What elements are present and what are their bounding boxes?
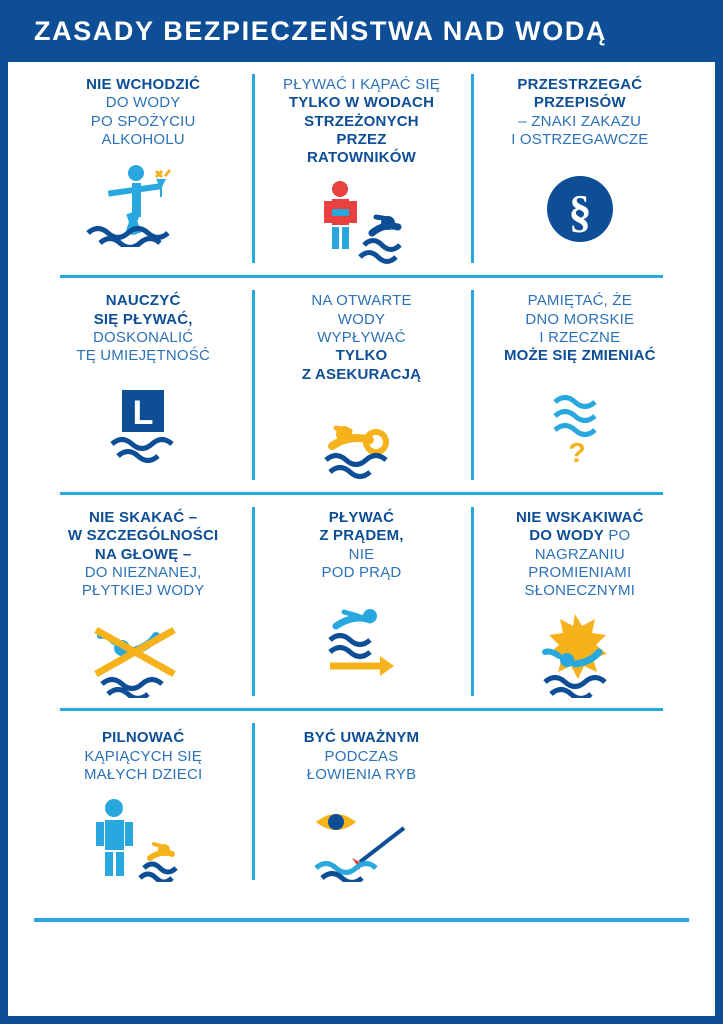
rule-no-jump-when-hot-line-3: PROMIENIAMI <box>528 563 632 581</box>
rule-learn-swim <box>34 278 252 491</box>
rule-guarded-waters-line-3: PRZEZ <box>336 130 387 148</box>
rule-guarded-waters-line-4: RATOWNIKÓW <box>307 149 416 167</box>
rules-row-1 <box>34 62 689 275</box>
rules-row-3 <box>34 495 689 708</box>
rule-no-diving-head-line-1: W SZCZEGÓLNOŚCI <box>67 527 219 545</box>
poster-header <box>8 0 715 62</box>
rule-alcohol-line-0: NIE WCHODZIĆ <box>86 76 201 93</box>
rule-no-diving-head-line-0: NIE SKAKAĆ – <box>89 508 198 526</box>
bottom-rule <box>34 918 689 922</box>
rule-regulations-caption <box>511 76 648 149</box>
adult-watching-child-icon <box>68 796 218 882</box>
rule-learn-swim-line-0: NAUCZYĆ <box>105 292 181 310</box>
rule-open-water-belay-line-4: Z ASEKURACJĄ <box>301 365 422 383</box>
lifeguard-swimmer-icon <box>296 179 426 265</box>
rule-alcohol-caption <box>86 76 200 149</box>
svg-text:L: L <box>132 393 154 432</box>
rule-no-diving-head <box>34 495 252 708</box>
rule-changing-bottom-line-3: MOŻE SIĘ ZMIENIAĆ <box>503 347 656 365</box>
rule-no-jump-when-hot-line-1-tail: PO <box>603 527 631 545</box>
rule-watch-children-line-1: KĄPIĄCYCH SIĘ <box>84 747 202 765</box>
rule-changing-bottom-line-0: PAMIĘTAĆ, ŻE <box>527 292 632 310</box>
person-drinking-alcohol-icon <box>78 161 208 247</box>
no-head-first-jump-icon <box>78 612 208 698</box>
rules-row-4-empty <box>471 711 689 892</box>
rule-learn-swim-line-2: DOSKONALIĆ <box>92 329 194 347</box>
rule-no-jump-when-hot <box>471 495 689 708</box>
rule-guarded-waters-line-2: STRZEŻONYCH <box>304 112 419 130</box>
rule-guarded-waters-line-1: TYLKO W WODACH <box>288 94 435 112</box>
rule-changing-bottom-line-2: I RZECZNE <box>539 329 621 347</box>
rule-open-water-belay-line-0: NA OTWARTE <box>311 292 412 310</box>
rule-learn-swim-line-1: SIĘ PŁYWAĆ, <box>93 310 193 328</box>
rule-careful-fishing <box>252 711 470 892</box>
rule-no-jump-when-hot-line-1: DO WODY <box>529 527 604 545</box>
rule-no-diving-head-line-3: DO NIEZNANEJ, <box>84 563 202 581</box>
rule-watch-children-caption <box>84 729 202 784</box>
rule-alcohol-line-3: ALKOHOLU <box>101 130 185 148</box>
rule-careful-fishing-line-1: PODCZAS <box>324 747 399 765</box>
rule-open-water-belay <box>252 278 470 491</box>
rule-regulations <box>471 62 689 275</box>
rules-row-4 <box>34 711 689 892</box>
rule-swim-with-current-caption <box>319 509 403 582</box>
page-title: ZASADY BEZPIECZEŃSTWA NAD WODĄ <box>34 15 608 46</box>
poster-content <box>8 62 715 918</box>
rule-no-diving-head-line-4: PŁYTKIEJ WODY <box>81 582 205 600</box>
rule-watch-children-line-0: PILNOWAĆ <box>101 729 185 747</box>
svg-text:§: § <box>568 186 592 238</box>
rule-careful-fishing-line-0: BYĆ UWAŻNYM <box>303 729 420 747</box>
eye-fishing-rod-icon <box>286 796 436 882</box>
rule-guarded-waters <box>252 62 470 275</box>
rule-no-diving-head-line-2: NA GŁOWĘ – <box>94 545 192 563</box>
rule-learn-swim-line-3: TĘ UMIEJĘTNOŚĆ <box>76 347 210 365</box>
rule-alcohol <box>34 62 252 275</box>
rule-regulations-line-0: PRZESTRZEGAĆ <box>517 76 643 93</box>
rule-no-jump-when-hot-line-2: NAGRZANIU <box>534 545 625 563</box>
bottom-spacer <box>34 892 689 918</box>
rule-careful-fishing-line-2: ŁOWIENIA RYB <box>306 766 417 784</box>
rule-swim-with-current-line-3: POD PRĄD <box>321 563 402 581</box>
rule-regulations-line-2: – ZNAKI ZAKAZU <box>518 112 642 130</box>
rule-changing-bottom <box>471 278 689 491</box>
rule-regulations-line-1: PRZEPISÓW <box>533 94 626 112</box>
waves-question-mark-icon <box>515 378 645 464</box>
rule-open-water-belay-line-2: WYPŁYWAĆ <box>317 329 406 347</box>
rule-no-jump-when-hot-line-4: SŁONECZNYMI <box>524 582 636 600</box>
rule-guarded-waters-line-0: PŁYWAĆ I KĄPAĆ SIĘ <box>283 76 440 93</box>
rule-guarded-waters-caption <box>283 76 440 167</box>
learner-plate-l-icon <box>78 378 208 464</box>
rule-swim-with-current-line-2: NIE <box>348 545 375 563</box>
rule-alcohol-line-1: DO WODY <box>105 94 181 112</box>
rule-watch-children <box>34 711 252 892</box>
rules-row-2 <box>34 278 689 491</box>
rule-watch-children-line-2: MAŁYCH DZIECI <box>83 766 203 784</box>
sun-no-jump-icon <box>515 612 645 698</box>
swimmer-current-arrow-icon <box>296 594 426 680</box>
rule-open-water-belay-caption <box>302 292 421 383</box>
rule-swim-with-current <box>252 495 470 708</box>
rule-careful-fishing-caption <box>304 729 420 784</box>
rule-learn-swim-caption <box>76 292 210 365</box>
rule-open-water-belay-line-3: TYLKO <box>335 347 388 365</box>
rule-no-jump-when-hot-line-0: NIE WSKAKIWAĆ <box>516 508 644 526</box>
rule-regulations-line-3: I OSTRZEGAWCZE <box>511 130 649 148</box>
rule-open-water-belay-line-1: WODY <box>337 310 386 328</box>
paragraph-sign-icon <box>515 161 645 247</box>
rule-swim-with-current-line-0: PŁYWAĆ <box>328 508 395 526</box>
rule-no-jump-when-hot-caption <box>516 509 644 600</box>
rule-alcohol-line-2: PO SPOŻYCIU <box>90 112 196 130</box>
rule-no-diving-head-caption <box>68 509 219 600</box>
rule-changing-bottom-caption <box>504 292 656 365</box>
rule-changing-bottom-line-1: DNO MORSKIE <box>525 310 635 328</box>
rule-swim-with-current-line-1: Z PRĄDEM, <box>319 527 404 545</box>
svg-text:?: ? <box>568 436 586 464</box>
swimmer-with-float-icon <box>296 396 426 482</box>
